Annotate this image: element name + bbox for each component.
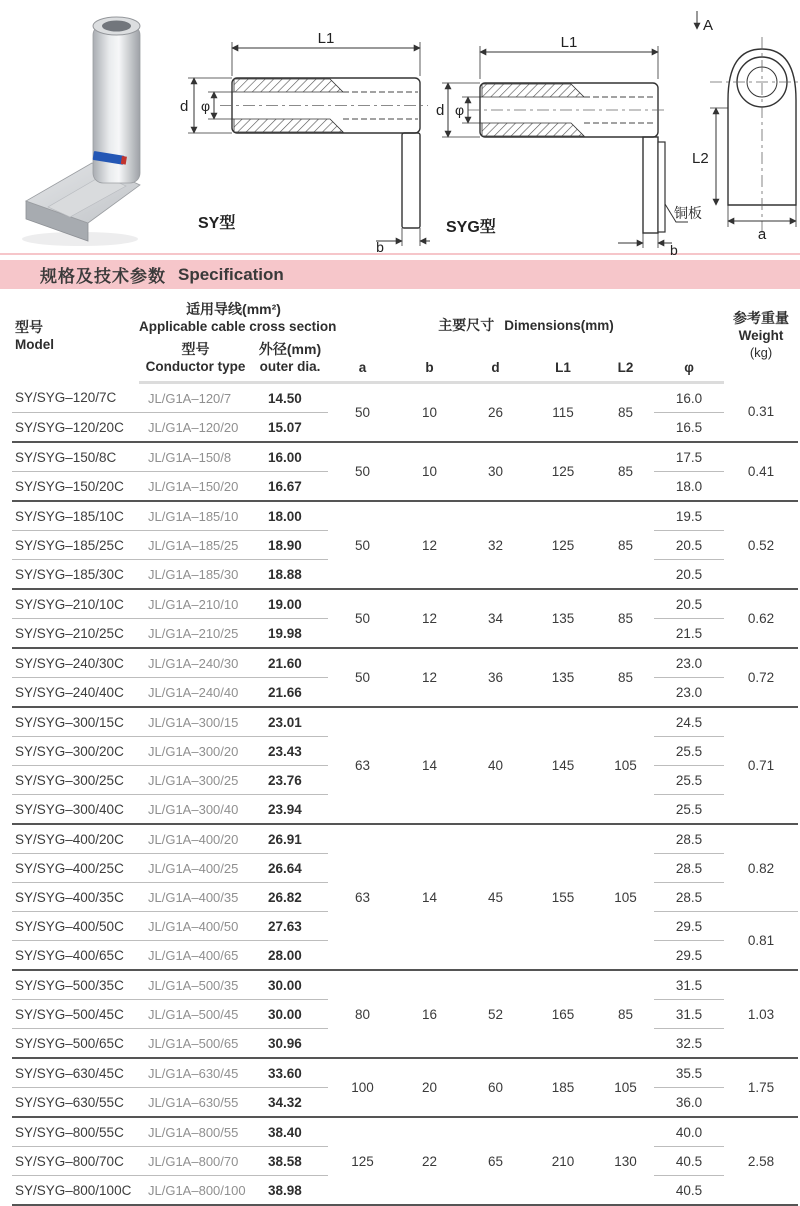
header-dia-zh: 外径(mm): [258, 341, 322, 357]
sy-dim-b: b: [376, 239, 384, 255]
header-col-l1: L1: [529, 341, 597, 383]
cell-conductor-type: JL/G1A–210/10: [139, 589, 252, 619]
cell-conductor-type: JL/G1A–150/20: [139, 472, 252, 502]
cell-conductor-type: JL/G1A–120/7: [139, 383, 252, 413]
cell-a: 50: [328, 648, 397, 707]
table-row: [12, 1058, 798, 1088]
cell-a: 63: [328, 824, 397, 970]
cell-model: SY/SYG–400/65C: [12, 941, 139, 971]
cell-l1: 165: [529, 970, 597, 1058]
cell-outer-dia: 15.07: [252, 413, 328, 443]
cell-l2: 85: [597, 970, 654, 1058]
syg-type-label: SYG型: [446, 219, 496, 236]
table-row: [12, 970, 798, 1000]
cell-conductor-type: JL/G1A–120/20: [139, 413, 252, 443]
cell-outer-dia: 19.00: [252, 589, 328, 619]
cell-b: 20: [397, 1058, 462, 1117]
header-weight: [724, 295, 798, 383]
cell-conductor-type: JL/G1A–300/40: [139, 795, 252, 825]
cell-outer-dia: 28.00: [252, 941, 328, 971]
cell-outer-dia: 16.00: [252, 442, 328, 472]
cell-outer-dia: 30.96: [252, 1029, 328, 1059]
cell-outer-dia: 23.01: [252, 707, 328, 737]
cell-d: 40: [462, 707, 529, 824]
header-model-en: Model: [15, 336, 54, 352]
cell-d: 36: [462, 648, 529, 707]
header-dims-en: Dimensions(mm): [504, 318, 614, 333]
sy-dim-d: d: [180, 98, 189, 115]
cell-weight: 0.62: [724, 589, 798, 648]
cell-conductor-type: JL/G1A–500/65: [139, 1029, 252, 1059]
section-title-en: Specification: [178, 264, 284, 284]
cell-outer-dia: 27.63: [252, 912, 328, 941]
header-col-a: a: [328, 341, 397, 383]
section-a-view: [688, 5, 800, 247]
header-col-phi: φ: [654, 341, 724, 383]
cell-weight: 0.82: [724, 824, 798, 912]
cell-outer-dia: 38.58: [252, 1147, 328, 1176]
cell-model: SY/SYG–300/25C: [12, 766, 139, 795]
cell-weight: 0.41: [724, 442, 798, 501]
table-row: [12, 707, 798, 737]
header-weight-en: Weight: [738, 328, 784, 344]
cell-d: 34: [462, 589, 529, 648]
table-row: [12, 589, 798, 619]
cell-b: 10: [397, 383, 462, 443]
cell-l2: 105: [597, 1058, 654, 1117]
cell-conductor-type: JL/G1A–400/20: [139, 824, 252, 854]
cell-l2: 85: [597, 648, 654, 707]
product-photo: [8, 5, 176, 250]
cell-conductor-type: JL/G1A–800/100: [139, 1176, 252, 1206]
header-weight-zh: 参考重量: [733, 310, 790, 327]
cell-model: SY/SYG–150/20C: [12, 472, 139, 502]
header-cable-zh: 适用导线(mm²): [186, 301, 281, 317]
cell-phi: 23.0: [654, 678, 724, 708]
cell-a: 125: [328, 1117, 397, 1205]
cell-phi: 28.5: [654, 883, 724, 912]
cell-model: SY/SYG–150/8C: [12, 442, 139, 472]
cell-phi: 24.5: [654, 707, 724, 737]
cell-l2: 85: [597, 589, 654, 648]
cell-phi: 32.5: [654, 1029, 724, 1059]
cell-d: 65: [462, 1117, 529, 1205]
syg-dim-phi: φ: [455, 102, 465, 118]
sy-dim-l1: L1: [317, 30, 335, 47]
cell-conductor-type: JL/G1A–400/65: [139, 941, 252, 971]
cell-d: 60: [462, 1058, 529, 1117]
table-row: [12, 383, 798, 413]
cell-outer-dia: 30.00: [252, 970, 328, 1000]
cell-outer-dia: 21.60: [252, 648, 328, 678]
header-row-groups: [12, 295, 798, 341]
cell-phi: 28.5: [654, 824, 724, 854]
cell-outer-dia: 23.43: [252, 737, 328, 766]
cell-model: SY/SYG–185/10C: [12, 501, 139, 531]
syg-dim-d: d: [436, 102, 445, 119]
cell-l2: 85: [597, 501, 654, 589]
technical-drawings: [0, 0, 800, 258]
cell-model: SY/SYG–120/7C: [12, 383, 139, 413]
cell-weight: 0.81: [724, 912, 798, 971]
cell-model: SY/SYG–800/100C: [12, 1176, 139, 1206]
cell-b: 22: [397, 1117, 462, 1205]
cell-outer-dia: 34.32: [252, 1088, 328, 1118]
cell-conductor-type: JL/G1A–400/25: [139, 854, 252, 883]
header-cable-en: Applicable cable cross section: [139, 319, 337, 334]
cell-a: 50: [328, 383, 397, 443]
header-col-d: d: [462, 341, 529, 383]
cell-conductor-type: JL/G1A–185/30: [139, 560, 252, 590]
sy-type-label: SY型: [198, 215, 236, 232]
cell-b: 10: [397, 442, 462, 501]
cell-model: SY/SYG–400/35C: [12, 883, 139, 912]
header-dia-en: outer dia.: [259, 359, 321, 374]
cell-l1: 135: [529, 648, 597, 707]
spec-table-head: [12, 295, 798, 383]
cell-outer-dia: 30.00: [252, 1000, 328, 1029]
cell-model: SY/SYG–120/20C: [12, 413, 139, 443]
section-title-zh: 规格及技术参数: [40, 267, 166, 286]
header-outer-dia: [252, 341, 328, 383]
cell-model: SY/SYG–300/40C: [12, 795, 139, 825]
cell-model: SY/SYG–240/40C: [12, 678, 139, 708]
section-arrow-label: A: [703, 17, 714, 34]
cell-conductor-type: JL/G1A–400/35: [139, 883, 252, 912]
spec-table: [12, 295, 798, 1206]
photo-barrel-bore: [102, 21, 131, 32]
cell-b: 16: [397, 970, 462, 1058]
header-conductor-type: [139, 341, 252, 383]
cell-model: SY/SYG–400/20C: [12, 824, 139, 854]
cell-d: 45: [462, 824, 529, 970]
end-dim-a: a: [757, 226, 767, 243]
cell-a: 50: [328, 442, 397, 501]
cell-outer-dia: 26.91: [252, 824, 328, 854]
cell-a: 63: [328, 707, 397, 824]
cell-phi: 20.5: [654, 560, 724, 590]
cell-conductor-type: JL/G1A–185/25: [139, 531, 252, 560]
cell-l2: 105: [597, 707, 654, 824]
cell-conductor-type: JL/G1A–300/15: [139, 707, 252, 737]
syg-dim-b: b: [670, 242, 678, 258]
header-model-zh: 型号: [15, 318, 43, 335]
cell-l2: 130: [597, 1117, 654, 1205]
cell-outer-dia: 18.00: [252, 501, 328, 531]
cell-b: 12: [397, 648, 462, 707]
table-row: [12, 501, 798, 531]
header-col-b: b: [397, 341, 462, 383]
cell-conductor-type: JL/G1A–240/30: [139, 648, 252, 678]
table-row: [12, 648, 798, 678]
cell-model: SY/SYG–630/45C: [12, 1058, 139, 1088]
cell-phi: 36.0: [654, 1088, 724, 1118]
cell-phi: 35.5: [654, 1058, 724, 1088]
cell-model: SY/SYG–185/25C: [12, 531, 139, 560]
cell-l1: 185: [529, 1058, 597, 1117]
cell-outer-dia: 18.88: [252, 560, 328, 590]
cell-phi: 18.0: [654, 472, 724, 502]
header-model: [12, 295, 139, 383]
sy-dim-phi: φ: [201, 98, 211, 114]
cell-phi: 25.5: [654, 766, 724, 795]
cell-l1: 155: [529, 824, 597, 970]
syg-copper-plate: [658, 142, 665, 232]
cell-b: 14: [397, 824, 462, 970]
header-conductor-en: Conductor type: [145, 359, 246, 374]
cell-weight: 0.31: [724, 383, 798, 443]
cell-b: 12: [397, 501, 462, 589]
cell-outer-dia: 26.64: [252, 854, 328, 883]
cell-l2: 85: [597, 383, 654, 443]
header-cable-group: [139, 295, 337, 341]
cell-phi: 25.5: [654, 737, 724, 766]
cell-phi: 25.5: [654, 795, 724, 825]
cell-outer-dia: 38.40: [252, 1117, 328, 1147]
table-row: [12, 1117, 798, 1147]
header-dimensions-group: [328, 295, 724, 341]
cell-weight: 1.75: [724, 1058, 798, 1117]
cell-model: SY/SYG–400/25C: [12, 854, 139, 883]
cell-phi: 21.5: [654, 619, 724, 649]
end-dim-l2: L2: [692, 150, 709, 167]
cell-conductor-type: JL/G1A–500/35: [139, 970, 252, 1000]
cell-phi: 40.5: [654, 1147, 724, 1176]
cell-l1: 135: [529, 589, 597, 648]
cell-weight: 0.52: [724, 501, 798, 589]
cell-model: SY/SYG–400/50C: [12, 912, 139, 941]
cell-b: 14: [397, 707, 462, 824]
cell-b: 12: [397, 589, 462, 648]
cell-conductor-type: JL/G1A–800/55: [139, 1117, 252, 1147]
cell-model: SY/SYG–300/15C: [12, 707, 139, 737]
cell-l2: 105: [597, 824, 654, 970]
cell-phi: 20.5: [654, 531, 724, 560]
spec-table-body: [12, 383, 798, 1206]
cell-a: 50: [328, 501, 397, 589]
cell-phi: 40.0: [654, 1117, 724, 1147]
cell-weight: 2.58: [724, 1117, 798, 1205]
cell-conductor-type: JL/G1A–300/25: [139, 766, 252, 795]
header-conductor-zh: 型号: [181, 341, 210, 357]
cell-d: 30: [462, 442, 529, 501]
cell-phi: 20.5: [654, 589, 724, 619]
cell-conductor-type: JL/G1A–630/55: [139, 1088, 252, 1118]
header-col-l2: L2: [597, 341, 654, 383]
cell-model: SY/SYG–300/20C: [12, 737, 139, 766]
cell-conductor-type: JL/G1A–210/25: [139, 619, 252, 649]
cell-l1: 115: [529, 383, 597, 443]
cell-model: SY/SYG–630/55C: [12, 1088, 139, 1118]
cell-phi: 17.5: [654, 442, 724, 472]
table-row: [12, 824, 798, 854]
cell-outer-dia: 23.94: [252, 795, 328, 825]
cell-conductor-type: JL/G1A–240/40: [139, 678, 252, 708]
cell-a: 50: [328, 589, 397, 648]
cell-conductor-type: JL/G1A–150/8: [139, 442, 252, 472]
cell-conductor-type: JL/G1A–500/45: [139, 1000, 252, 1029]
cell-d: 32: [462, 501, 529, 589]
cell-model: SY/SYG–500/45C: [12, 1000, 139, 1029]
cell-phi: 19.5: [654, 501, 724, 531]
cell-phi: 31.5: [654, 970, 724, 1000]
cell-phi: 28.5: [654, 854, 724, 883]
cell-outer-dia: 18.90: [252, 531, 328, 560]
cell-outer-dia: 26.82: [252, 883, 328, 912]
cell-a: 80: [328, 970, 397, 1058]
cell-conductor-type: JL/G1A–400/50: [139, 912, 252, 941]
cell-phi: 31.5: [654, 1000, 724, 1029]
cell-phi: 29.5: [654, 941, 724, 971]
table-row: [12, 442, 798, 472]
cell-model: SY/SYG–185/30C: [12, 560, 139, 590]
cell-conductor-type: JL/G1A–800/70: [139, 1147, 252, 1176]
cell-model: SY/SYG–500/35C: [12, 970, 139, 1000]
cell-a: 100: [328, 1058, 397, 1117]
cell-conductor-type: JL/G1A–300/20: [139, 737, 252, 766]
cell-l2: 85: [597, 442, 654, 501]
cell-outer-dia: 16.67: [252, 472, 328, 502]
cell-conductor-type: JL/G1A–185/10: [139, 501, 252, 531]
cell-l1: 145: [529, 707, 597, 824]
cell-outer-dia: 21.66: [252, 678, 328, 708]
cell-model: SY/SYG–500/65C: [12, 1029, 139, 1059]
cell-weight: 1.03: [724, 970, 798, 1058]
cell-model: SY/SYG–800/70C: [12, 1147, 139, 1176]
cell-l1: 125: [529, 442, 597, 501]
syg-copper-plate-label: 铜板: [674, 205, 702, 221]
cell-d: 26: [462, 383, 529, 443]
cell-l1: 210: [529, 1117, 597, 1205]
cell-outer-dia: 33.60: [252, 1058, 328, 1088]
cell-l1: 125: [529, 501, 597, 589]
cell-outer-dia: 14.50: [252, 383, 328, 413]
cell-d: 52: [462, 970, 529, 1058]
cell-model: SY/SYG–210/10C: [12, 589, 139, 619]
cell-phi: 23.0: [654, 648, 724, 678]
cell-outer-dia: 19.98: [252, 619, 328, 649]
section-banner: [0, 260, 800, 289]
header-weight-unit: (kg): [749, 345, 773, 361]
header-dims-zh: 主要尺寸: [438, 317, 495, 333]
cell-phi: 40.5: [654, 1176, 724, 1206]
sy-type-drawing: [180, 28, 432, 253]
cell-conductor-type: JL/G1A–630/45: [139, 1058, 252, 1088]
cell-phi: 29.5: [654, 912, 724, 941]
cell-weight: 0.72: [724, 648, 798, 707]
cell-model: SY/SYG–800/55C: [12, 1117, 139, 1147]
cell-phi: 16.5: [654, 413, 724, 443]
cell-model: SY/SYG–240/30C: [12, 648, 139, 678]
cell-outer-dia: 38.98: [252, 1176, 328, 1206]
cell-weight: 0.71: [724, 707, 798, 824]
syg-dim-l1: L1: [560, 34, 578, 51]
cell-model: SY/SYG–210/25C: [12, 619, 139, 649]
cell-outer-dia: 23.76: [252, 766, 328, 795]
cell-phi: 16.0: [654, 383, 724, 413]
